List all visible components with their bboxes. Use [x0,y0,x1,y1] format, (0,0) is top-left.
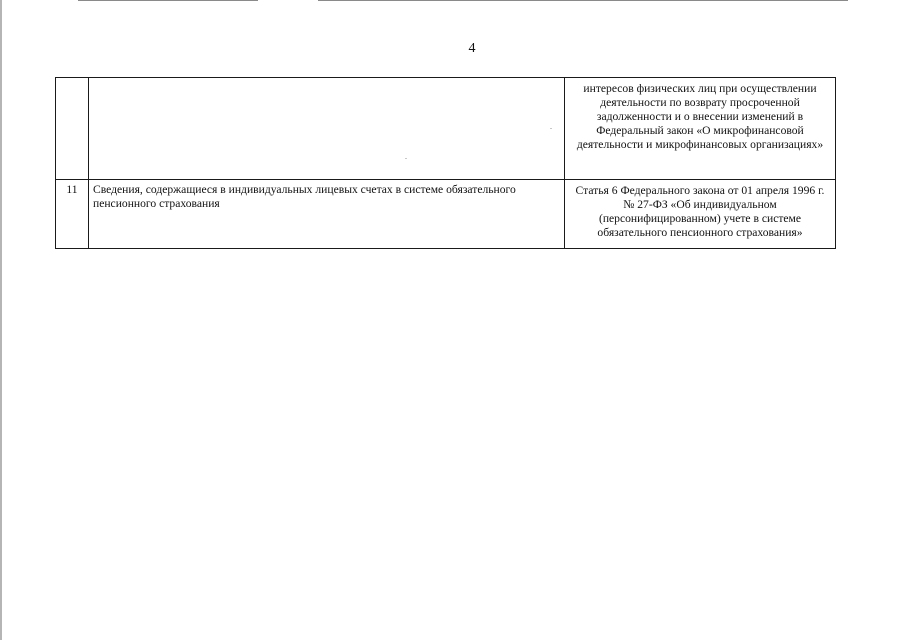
legal-basis-text: Статья 6 Федерального закона от 01 апреля 1996 г. № 27-ФЗ «Об индивидуальном (персонифицированном) учете в системе обязательного пенсионного страхования» [575,184,825,239]
scan-edge-shadow [0,0,2,640]
info-cell [89,180,565,249]
info-cell [89,78,565,180]
scan-artifact-line [78,0,258,1]
row-number-cell [56,180,89,249]
legal-basis-text: интересов физических лиц при осуществлении деятельности по возврату просроченной задолженности и о внесении изменений в Федеральный закон «О микрофинансовой деятельности и микрофинансовых организациях» [576,82,824,151]
scan-speck [405,158,407,159]
legal-basis-cell [565,78,836,180]
info-text [89,78,564,81]
table-row [56,78,836,180]
row-number-cell [56,78,89,180]
scan-artifact-line [318,0,848,1]
page-number: 4 [468,41,476,56]
row-number: 11 [66,183,78,196]
table-row [56,180,836,249]
legal-basis-cell [565,180,836,249]
registry-table [55,77,836,249]
info-text: Сведения, содержащиеся в индивидуальных лицевых счетах в системе обязательного пенсионного страхования [93,183,516,210]
row-number [56,78,88,81]
scan-speck [550,128,552,129]
